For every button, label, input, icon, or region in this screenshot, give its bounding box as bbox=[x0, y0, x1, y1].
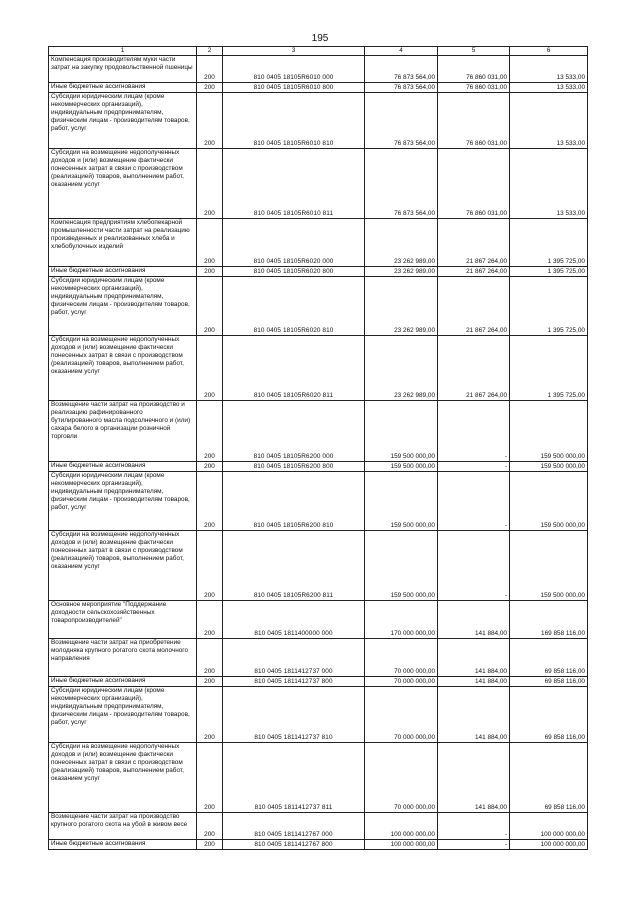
row-col2-code: 200 bbox=[197, 277, 223, 336]
row-col2-code: 200 bbox=[197, 743, 223, 813]
row-description: Иные бюджетные ассигнования bbox=[49, 462, 197, 472]
column-header-2: 2 bbox=[197, 47, 223, 56]
row-remaining-amount: 1 395 725,00 bbox=[510, 277, 588, 336]
row-approved-amount: 76 873 564,00 bbox=[365, 149, 438, 219]
table-row bbox=[49, 813, 588, 840]
row-description: Иные бюджетные ассигнования bbox=[49, 840, 197, 850]
table-row bbox=[49, 840, 588, 850]
row-description: Возмещение части затрат на производство крупного рогатого скота на убой в живом весе bbox=[49, 813, 197, 840]
row-description: Субсидии юридическим лицам (кроме некоммерческих организаций), индивидуальным предпринимателям, физическим лицам - производителям товаров, работ, услуг bbox=[49, 472, 197, 531]
row-executed-amount: - bbox=[438, 462, 510, 472]
row-description: Субсидии на возмещение недополученных доходов и (или) возмещение фактически понесенных затрат в связи с производством (реализацией) товаров, выполнением работ, оказанием услуг bbox=[49, 149, 197, 219]
column-header-4: 4 bbox=[365, 47, 438, 56]
row-executed-amount: 21 867 264,00 bbox=[438, 219, 510, 267]
row-executed-amount: 76 860 031,00 bbox=[438, 149, 510, 219]
row-approved-amount: 76 873 564,00 bbox=[365, 83, 438, 93]
row-executed-amount: 21 867 264,00 bbox=[438, 267, 510, 277]
table-row bbox=[49, 83, 588, 93]
row-budget-classification-code: 810 0405 1811412767 000 bbox=[223, 813, 365, 840]
row-budget-classification-code: 810 0405 18105R6010 000 bbox=[223, 56, 365, 83]
row-budget-classification-code: 810 0405 18105R6020 000 bbox=[223, 219, 365, 267]
row-approved-amount: 100 000 000,00 bbox=[365, 813, 438, 840]
row-remaining-amount: 69 858 116,00 bbox=[510, 639, 588, 677]
row-description: Субсидии юридическим лицам (кроме некоммерческих организаций), индивидуальным предпринимателям, физическим лицам - производителям товаров, работ, услуг bbox=[49, 687, 197, 743]
row-col2-code: 200 bbox=[197, 677, 223, 687]
row-approved-amount: 100 000 000,00 bbox=[365, 840, 438, 850]
row-col2-code: 200 bbox=[197, 401, 223, 462]
row-budget-classification-code: 810 0405 18105R6020 810 bbox=[223, 277, 365, 336]
row-budget-classification-code: 810 0405 18105R6020 811 bbox=[223, 336, 365, 401]
row-remaining-amount: 159 500 000,00 bbox=[510, 401, 588, 462]
row-col2-code: 200 bbox=[197, 219, 223, 267]
row-description: Субсидии на возмещение недополученных доходов и (или) возмещение фактически понесенных затрат в связи с производством (реализацией) товаров, выполнением работ, оказанием услуг bbox=[49, 336, 197, 401]
row-description: Иные бюджетные ассигнования bbox=[49, 677, 197, 687]
row-budget-classification-code: 810 0405 1811412737 800 bbox=[223, 677, 365, 687]
row-col2-code: 200 bbox=[197, 149, 223, 219]
table-row bbox=[49, 93, 588, 149]
row-budget-classification-code: 810 0405 18105R6020 800 bbox=[223, 267, 365, 277]
row-description: Компенсация производителям муки части затрат на закупку продовольственной пшеницы bbox=[49, 56, 197, 83]
row-approved-amount: 159 500 000,00 bbox=[365, 472, 438, 531]
row-budget-classification-code: 810 0405 1811412737 810 bbox=[223, 687, 365, 743]
row-budget-classification-code: 810 0405 1811400000 000 bbox=[223, 601, 365, 639]
table-row bbox=[49, 462, 588, 472]
table-row bbox=[49, 531, 588, 601]
page-number: 195 bbox=[311, 33, 329, 44]
row-remaining-amount: 159 500 000,00 bbox=[510, 472, 588, 531]
row-executed-amount: - bbox=[438, 813, 510, 840]
row-approved-amount: 170 000 000,00 bbox=[365, 601, 438, 639]
row-executed-amount: 141 884,00 bbox=[438, 743, 510, 813]
row-description: Иные бюджетные ассигнования bbox=[49, 83, 197, 93]
row-remaining-amount: 100 000 000,00 bbox=[510, 840, 588, 850]
column-header-1: 1 bbox=[49, 47, 197, 56]
row-budget-classification-code: 810 0405 18105R6200 811 bbox=[223, 531, 365, 601]
row-remaining-amount: 1 395 725,00 bbox=[510, 267, 588, 277]
column-number-row bbox=[49, 47, 588, 56]
row-executed-amount: 141 884,00 bbox=[438, 639, 510, 677]
row-budget-classification-code: 810 0405 18105R6200 800 bbox=[223, 462, 365, 472]
table-row bbox=[49, 267, 588, 277]
row-budget-classification-code: 810 0405 18105R6010 800 bbox=[223, 83, 365, 93]
row-executed-amount: - bbox=[438, 531, 510, 601]
row-remaining-amount: 169 858 116,00 bbox=[510, 601, 588, 639]
column-header-5: 5 bbox=[438, 47, 510, 56]
row-approved-amount: 159 500 000,00 bbox=[365, 462, 438, 472]
row-description: Субсидии юридическим лицам (кроме некоммерческих организаций), индивидуальным предпринимателям, физическим лицам - производителям товаров, работ, услуг bbox=[49, 277, 197, 336]
column-header-3: 3 bbox=[223, 47, 365, 56]
row-col2-code: 200 bbox=[197, 531, 223, 601]
table-row bbox=[49, 639, 588, 677]
row-approved-amount: 70 000 000,00 bbox=[365, 743, 438, 813]
row-approved-amount: 70 000 000,00 bbox=[365, 639, 438, 677]
row-approved-amount: 76 873 564,00 bbox=[365, 93, 438, 149]
row-budget-classification-code: 810 0405 18105R6010 810 bbox=[223, 93, 365, 149]
row-budget-classification-code: 810 0405 1811412767 800 bbox=[223, 840, 365, 850]
table-row bbox=[49, 277, 588, 336]
table-row bbox=[49, 472, 588, 531]
row-approved-amount: 23 262 989,00 bbox=[365, 267, 438, 277]
row-approved-amount: 76 873 564,00 bbox=[365, 56, 438, 83]
row-description: Основное мероприятие "Поддержание доходности сельскохозяйственных товаропроизводителей" bbox=[49, 601, 197, 639]
row-remaining-amount: 159 500 000,00 bbox=[510, 531, 588, 601]
row-budget-classification-code: 810 0405 18105R6010 811 bbox=[223, 149, 365, 219]
row-budget-classification-code: 810 0405 1811412737 811 bbox=[223, 743, 365, 813]
row-executed-amount: 76 860 031,00 bbox=[438, 93, 510, 149]
row-executed-amount: - bbox=[438, 472, 510, 531]
row-description: Возмещение части затрат на приобретение молодняка крупного рогатого скота молочного направления bbox=[49, 639, 197, 677]
row-description: Субсидии на возмещение недополученных доходов и (или) возмещение фактически понесенных затрат в связи с производством (реализацией) товаров, выполнением работ, оказанием услуг bbox=[49, 531, 197, 601]
row-col2-code: 200 bbox=[197, 472, 223, 531]
table-row bbox=[49, 743, 588, 813]
row-budget-classification-code: 810 0405 1811412737 000 bbox=[223, 639, 365, 677]
row-budget-classification-code: 810 0405 18105R6200 810 bbox=[223, 472, 365, 531]
row-approved-amount: 159 500 000,00 bbox=[365, 531, 438, 601]
row-executed-amount: 21 867 264,00 bbox=[438, 277, 510, 336]
row-description: Возмещение части затрат на производство и реализацию рафинированного бутилированного масла подсолнечного и (или) сахара белого в организации розничной торговли bbox=[49, 401, 197, 462]
row-description: Субсидии юридическим лицам (кроме некоммерческих организаций), индивидуальным предпринимателям, физическим лицам - производителям товаров, работ, услуг bbox=[49, 93, 197, 149]
row-executed-amount: 141 884,00 bbox=[438, 687, 510, 743]
table-row bbox=[49, 149, 588, 219]
table-row bbox=[49, 56, 588, 83]
row-executed-amount: 21 867 264,00 bbox=[438, 336, 510, 401]
table-row bbox=[49, 677, 588, 687]
row-description: Субсидии на возмещение недополученных доходов и (или) возмещение фактически понесенных затрат в связи с производством (реализацией) товаров, выполнением работ, оказанием услуг bbox=[49, 743, 197, 813]
row-remaining-amount: 1 395 725,00 bbox=[510, 219, 588, 267]
row-col2-code: 200 bbox=[197, 840, 223, 850]
row-budget-classification-code: 810 0405 18105R6200 000 bbox=[223, 401, 365, 462]
table-row bbox=[49, 401, 588, 462]
row-col2-code: 200 bbox=[197, 336, 223, 401]
row-col2-code: 200 bbox=[197, 687, 223, 743]
row-col2-code: 200 bbox=[197, 83, 223, 93]
row-col2-code: 200 bbox=[197, 813, 223, 840]
row-executed-amount: - bbox=[438, 840, 510, 850]
table-row bbox=[49, 336, 588, 401]
row-executed-amount: 76 860 031,00 bbox=[438, 83, 510, 93]
row-remaining-amount: 13 533,00 bbox=[510, 83, 588, 93]
table-row bbox=[49, 601, 588, 639]
row-remaining-amount: 1 395 725,00 bbox=[510, 336, 588, 401]
row-remaining-amount: 69 858 116,00 bbox=[510, 743, 588, 813]
budget-table bbox=[48, 46, 588, 850]
row-col2-code: 200 bbox=[197, 93, 223, 149]
row-approved-amount: 23 262 989,00 bbox=[365, 219, 438, 267]
row-executed-amount: 76 860 031,00 bbox=[438, 56, 510, 83]
row-description: Иные бюджетные ассигнования bbox=[49, 267, 197, 277]
table-row bbox=[49, 219, 588, 267]
row-remaining-amount: 69 858 116,00 bbox=[510, 677, 588, 687]
row-approved-amount: 159 500 000,00 bbox=[365, 401, 438, 462]
row-remaining-amount: 13 533,00 bbox=[510, 56, 588, 83]
row-remaining-amount: 13 533,00 bbox=[510, 93, 588, 149]
row-approved-amount: 70 000 000,00 bbox=[365, 677, 438, 687]
row-remaining-amount: 13 533,00 bbox=[510, 149, 588, 219]
row-remaining-amount: 100 000 000,00 bbox=[510, 813, 588, 840]
row-remaining-amount: 159 500 000,00 bbox=[510, 462, 588, 472]
column-header-6: 6 bbox=[510, 47, 588, 56]
row-approved-amount: 70 000 000,00 bbox=[365, 687, 438, 743]
table-row bbox=[49, 687, 588, 743]
row-col2-code: 200 bbox=[197, 462, 223, 472]
row-description: Компенсация предприятиям хлебопекарной промышленности части затрат на реализацию произведенных и реализованных хлеба и хлебобулочных изделий bbox=[49, 219, 197, 267]
row-approved-amount: 23 262 989,00 bbox=[365, 277, 438, 336]
row-col2-code: 200 bbox=[197, 56, 223, 83]
row-col2-code: 200 bbox=[197, 267, 223, 277]
row-executed-amount: 141 884,00 bbox=[438, 601, 510, 639]
row-col2-code: 200 bbox=[197, 639, 223, 677]
row-executed-amount: - bbox=[438, 401, 510, 462]
row-executed-amount: 141 884,00 bbox=[438, 677, 510, 687]
row-approved-amount: 23 262 989,00 bbox=[365, 336, 438, 401]
row-col2-code: 200 bbox=[197, 601, 223, 639]
row-remaining-amount: 69 858 116,00 bbox=[510, 687, 588, 743]
